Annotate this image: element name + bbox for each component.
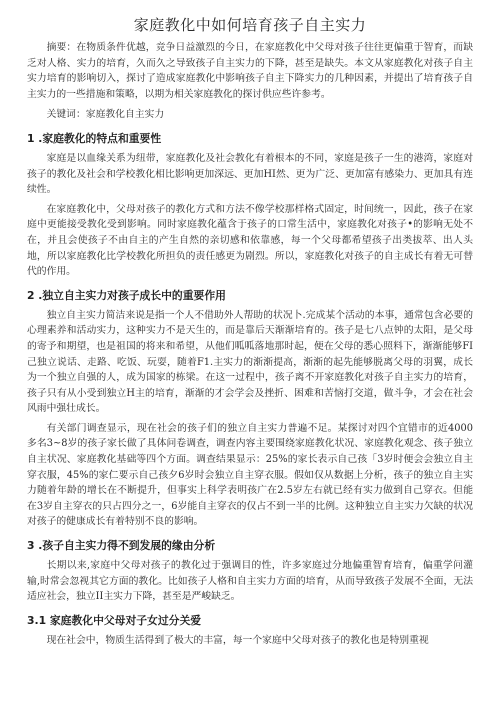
section-3-1-paragraph-1: 现在社会中，物质生活得到了极大的丰富，每一个家庭中父母对孩子的教化也是特别重视 [46,634,429,646]
section-1-paragraph-2: 在家庭教化中，父母对孩子的教化方式和方法不像学校那样格式固定，时间统一，因此，孩子在家庭中更能接受教化受到影响。同时家庭教化蕴含于孩子的口常生活中，家庭教化对孩子•的影响无处不在，并且会使孩子不由自主的产生自然的亲切感和依靠感，每一个父母都希望孩子出类拔萃、出人头地，所以家庭教化比学校教化所担负的责任感更为剧烈。所以，家庭教化对孩子的自主成长有着无可替代的作用。 [27,203,473,278]
section-2-paragraph-2: 有关部门调查显示，现在社会的孩子们的独立自主实力普遍不足。某探讨对四个宜错市的近4000多名3~8岁的孩子家长做了具体问卷调查，调查内容主要围绕家庭教化状况、家庭教化观念、孩子独立自主状况、家庭教化基础等四个方面。调查结果显示：25%的家长表示自己孩「3岁时便会会独立自主穿衣服，45%的家仁要示自己孩夕6岁时会独立自主穿衣服。假如仅从数据上分析，孩子的独立自主实力随着年龄的增长在不断提升，但事实上科学表明孩广在2.5岁左右就已经有实力做到自己穿衣。但能在3岁自主穿衣的只占四分之一，6岁能自主穿衣的仅占不到一半的比例。这种独立自主实力欠缺的状况对孩子的健康成长有着特别不良的影响。 [27,422,473,528]
section-1-paragraph-1: 家庭是以血缘关系为纽带，家庭教化及社会教化有着根本的不同，家庭是孩子一生的港湾，家庭对孩子的教化及社会和学校教化相比影响更加深远、更加HI然、更为广泛、更加富有感染力、更加具有连续性。 [27,152,473,196]
section-3-1-heading: 3.1 家庭教化中父母对子女过分关爱 [27,613,202,627]
keywords: 关键词：家庭教化自主实力 [46,109,165,121]
abstract: 摘要：在物质条件优越，竞争日益激烈的今日，在家庭教化中父母对孩子往往更偏重于智育，而缺乏对人格、实力的培育，久而久之导致孩子自主实力的下降，甚至是缺失。本文从家庭教化对孩子自主实力培育的影响切入，探讨了造成家庭教化中影响孩子自主下降实力的几种因素，并提出了培育孩子自主实力的一些措施和策略，以期为相关家庭教化的探讨供应些许参考。 [27,42,473,100]
section-2-paragraph-1: 独立自主实力简洁来说是指一个人不借助外人帮助的状况卜.完成某个活动的本事，通常包含必要的心理素养和活动实力，这种实力不是天生的，而是靠后天渐渐培育的。孩子是七八点钟的太阳，是父母的寄予和期望，也是祖国的将来和希望，从他们呱呱落地那时起，便在父母的悉心照料下，渐渐能够FI己独立说话、走路、吃饭、玩耍，随着F1.主实力的渐渐提高，渐渐的起先能够脱离父母的羽翼，成长为一个独立自强的人，成为国家的栋梁。在这一过程中，孩子离不开家庭教化对孩子自主实力的培育，孩子只有从小受到独立H主的培育，渐渐的才会学会及挫折、困难和苦恼打交道，做斗争，才会在社会风雨中强壮成长。 [27,309,473,415]
section-1-heading: 1 .家庭教化的特点和重要性 [27,131,162,145]
section-3-paragraph-1: 长期以来,家庭中父母对孩子的教化过于强调目的性，许多家庭过分地偏重智育培育，偏重学问灌输,时常会忽视其它方面的教化。比如孩子人格和自主实力方面的培育，从而导致孩子发展不全面，无法适应社会，独立II主实力下降，甚至是严峻缺乏。 [27,560,473,603]
section-2-heading: 2 .独立自主实力对孩子成长中的重要作用 [27,288,226,302]
paper-title: 家庭教化中如何培育孩子自主实力 [133,16,367,34]
section-3-heading: 3 .孩子自主实力得不到发展的缘由分析 [27,539,216,553]
